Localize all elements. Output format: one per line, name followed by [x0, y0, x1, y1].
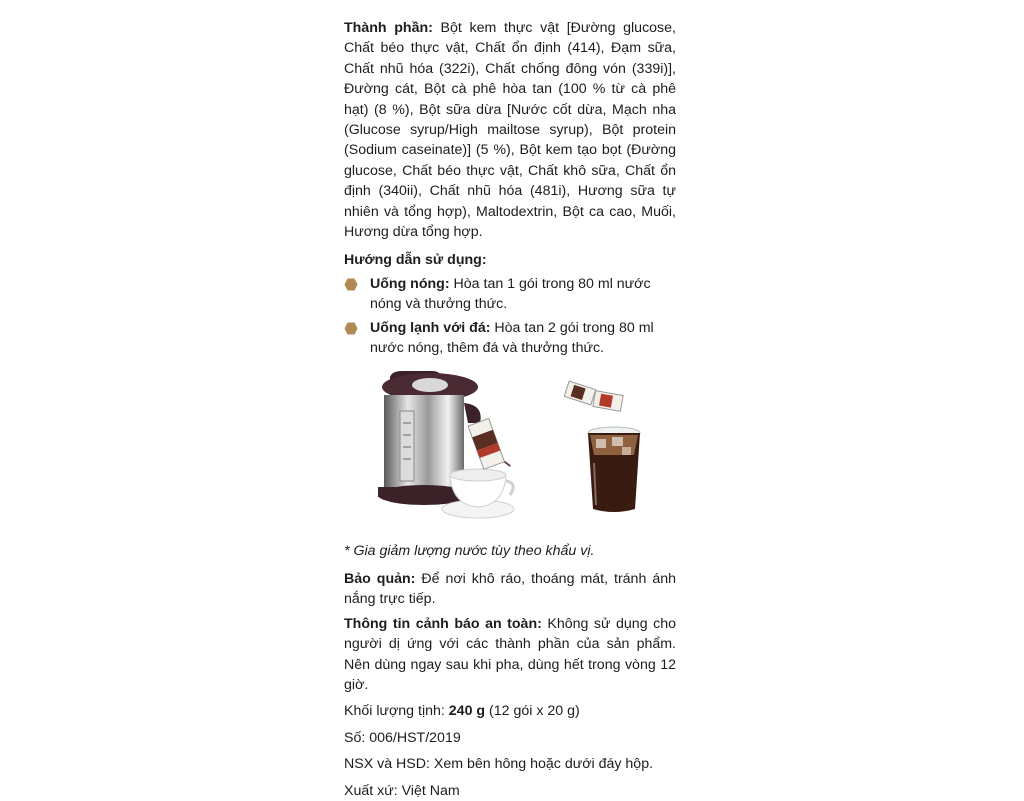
ingredients-text: Bột kem thực vật [Đường glucose, Chất béo thực vật, Chất ổn định (414), Đạm sữa, Chất nhũ hóa (322i), Chất chống đông vón (339i)], Đường cát, Bột cà phê hòa tan (100 % từ cà phê hạt) (8 %), Bột sữa dừa [Nước cốt dừa, Mạch nha (Glucose syrup/High mailtose syrup), Bột protein (Sodium caseinate)] (5 %), Bột kem tạo bọt (Đường glucose, Chất béo thực vật, Chất khô sữa, Chất ổn định (340ii), Chất nhũ hóa (481i), Hương sữa tự nhiên và tổng hợp), Maltodextrin, Bột ca cao, Muối, Hương dừa tổng hợp. — [344, 20, 676, 241]
net-weight-label: Khối lượng tịnh: — [344, 703, 445, 720]
coffee-sachet-icon — [564, 379, 634, 419]
safety-label: Thông tin cảnh báo an toàn: — [344, 615, 542, 632]
usage-hot-text: Hòa tan 1 gói trong 80 ml nước nóng và thưởng thức. — [370, 275, 651, 313]
preparation-illustration — [344, 367, 676, 539]
usage-item-hot — [344, 274, 676, 315]
storage-section — [344, 569, 676, 610]
safety-section — [344, 614, 676, 696]
storage-text: Để nơi khô ráo, thoáng mát, tránh ánh nắng trực tiếp. — [344, 570, 676, 608]
ingredients-section — [344, 18, 676, 242]
hexagon-bullet-icon — [344, 322, 358, 335]
safety-text: Không sử dụng cho người dị ứng với các thành phần của sản phẩm. Nên dùng ngay sau khi pha, dùng hết trong vòng 12 giờ. — [344, 615, 676, 693]
net-weight-detail: (12 gói x 20 g) — [489, 703, 580, 720]
storage-label: Bảo quản: — [344, 570, 416, 587]
origin-line: Xuất xứ: Việt Nam — [344, 782, 460, 799]
dates-line: NSX và HSD: Xem bên hông hoặc dưới đáy hộp. — [344, 756, 654, 773]
usage-cold-label: Uống lạnh với đá: — [370, 319, 491, 336]
usage-cold-text: Hòa tan 2 gói trong 80 ml nước nóng, thêm đá và thưởng thức. — [370, 319, 654, 357]
info-column — [344, 18, 676, 801]
net-weight-value: 240 g — [448, 703, 486, 720]
registration-line: Số: 006/HST/2019 — [344, 729, 461, 746]
iced-coffee-glass-icon — [584, 425, 644, 515]
usage-hot-label: Uống nóng: — [370, 275, 450, 292]
usage-title: Hướng dẫn sử dụng: — [344, 252, 487, 269]
net-weight-line — [344, 701, 676, 721]
ingredients-label: Thành phần: — [344, 20, 433, 36]
hexagon-bullet-icon — [344, 278, 358, 291]
usage-item-cold — [344, 318, 676, 359]
water-note: * Gia giảm lượng nước tùy theo khẩu vị. — [344, 542, 595, 559]
